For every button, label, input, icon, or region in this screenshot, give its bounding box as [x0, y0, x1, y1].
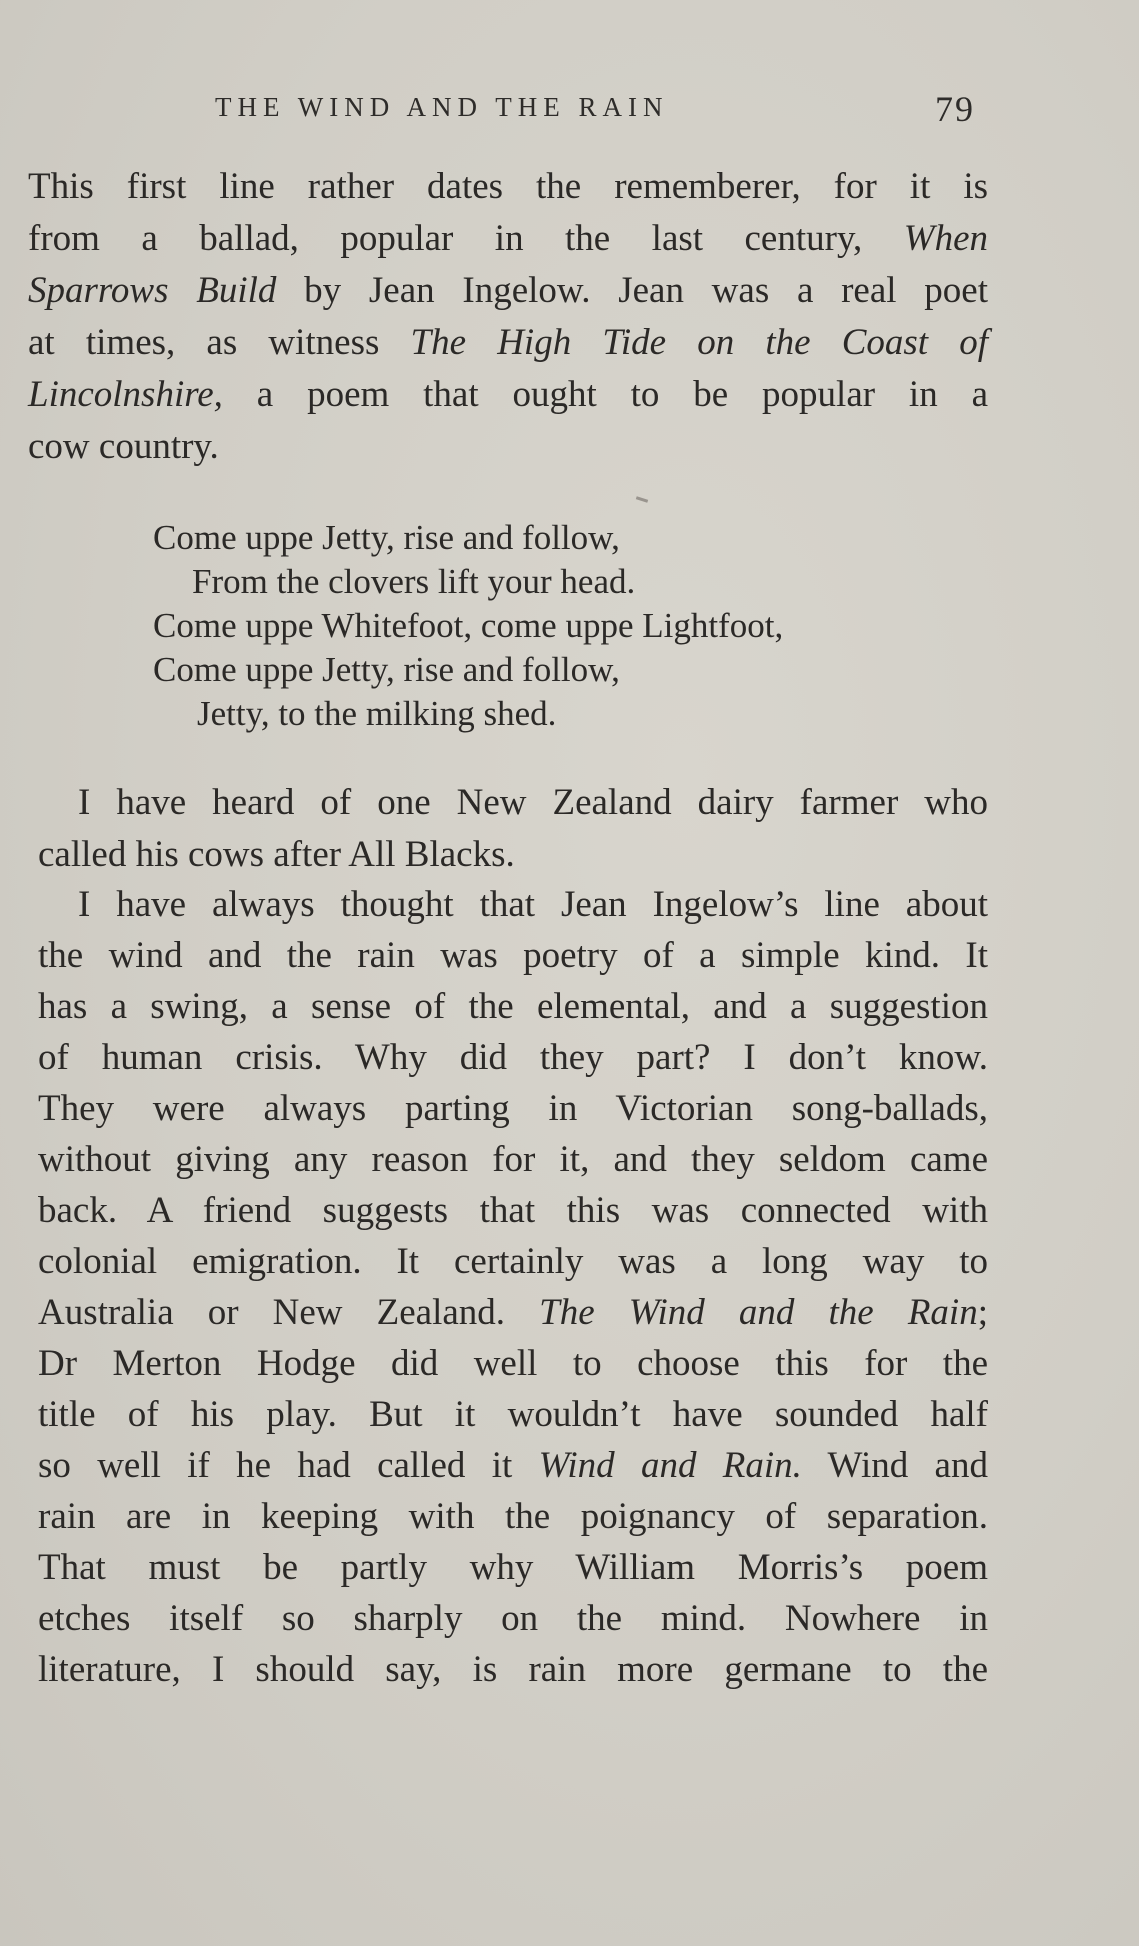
paragraph-3-line-11: title of his play. But it wouldn’t have sounded half: [38, 1394, 988, 1435]
paragraph-3-line-13: rain are in keeping with the poignancy of separation.: [38, 1496, 988, 1537]
verse-line-4: Come uppe Jetty, rise and follow,: [153, 650, 620, 689]
text-run: Wind and: [827, 1445, 988, 1486]
text-run: Australia or New Zealand.: [38, 1292, 506, 1333]
ink-mark: [636, 496, 648, 503]
italic-title: Lincolnshire,: [28, 374, 223, 415]
text-run: so well if he had called it: [38, 1445, 513, 1486]
paragraph-1-line-6: cow country.: [28, 426, 219, 467]
verse-line-5: Jetty, to the milking shed.: [197, 694, 557, 733]
text-run: from a ballad, popular in the last century,: [28, 218, 863, 259]
italic-title: When: [903, 218, 988, 259]
text-run: a poem that ought to be popular in a: [256, 374, 988, 415]
text-run: by Jean Ingelow. Jean was a real poet: [304, 270, 988, 311]
italic-title: The Wind and the Rain: [539, 1292, 978, 1333]
verse-line-3: Come uppe Whitefoot, come uppe Lightfoot,: [153, 606, 784, 645]
paragraph-3-line-16: literature, I should say, is rain more germane to the: [38, 1649, 988, 1690]
paragraph-1-line-4: [28, 318, 988, 368]
running-title: THE WIND AND THE RAIN: [215, 92, 669, 122]
text-run: at times, as witness: [28, 322, 380, 363]
verse-line-1: Come uppe Jetty, rise and follow,: [153, 518, 620, 557]
paragraph-3-line-12: [38, 1441, 988, 1491]
italic-title: The High Tide on the Coast of: [410, 322, 989, 363]
paragraph-3-line-8: colonial emigration. It certainly was a long way to: [38, 1241, 988, 1282]
paragraph-1-line-5: [28, 370, 988, 420]
paragraph-3-line-6: without giving any reason for it, and they seldom came: [38, 1139, 988, 1180]
page-number: 79: [935, 89, 975, 129]
paragraph-2-line-1: I have heard of one New Zealand dairy farmer who: [78, 782, 988, 823]
paragraph-3-line-9: [38, 1288, 988, 1338]
paragraph-3-line-14: That must be partly why William Morris’s poem: [38, 1547, 988, 1588]
text-run: [539, 1292, 988, 1333]
paragraph-3-line-1: I have always thought that Jean Ingelow’s line about: [78, 884, 988, 925]
paragraph-1-line-2: [28, 214, 988, 264]
verse-line-2: From the clovers lift your head.: [192, 562, 636, 601]
paragraph-3-line-5: They were always parting in Victorian song-ballads,: [38, 1088, 988, 1129]
paragraph-3-line-7: back. A friend suggests that this was connected with: [38, 1190, 988, 1231]
paragraph-3-line-3: has a swing, a sense of the elemental, and a suggestion: [38, 986, 988, 1027]
italic-title: Wind and Rain.: [538, 1445, 802, 1486]
paragraph-1-line-3: [28, 266, 988, 316]
paragraph-3-line-15: etches itself so sharply on the mind. Nowhere in: [38, 1598, 988, 1639]
italic-title: Sparrows Build: [28, 270, 277, 311]
paragraph-2-line-2: called his cows after All Blacks.: [38, 834, 515, 875]
paragraph-3-line-10: Dr Merton Hodge did well to choose this for the: [38, 1343, 988, 1384]
punctuation: ;: [977, 1292, 988, 1333]
paragraph-3-line-2: the wind and the rain was poetry of a simple kind. It: [38, 935, 988, 976]
paragraph-1-line-1: This first line rather dates the rememberer, for it is: [28, 166, 988, 207]
paragraph-3-line-4: of human crisis. Why did they part? I don’t know.: [38, 1037, 988, 1078]
